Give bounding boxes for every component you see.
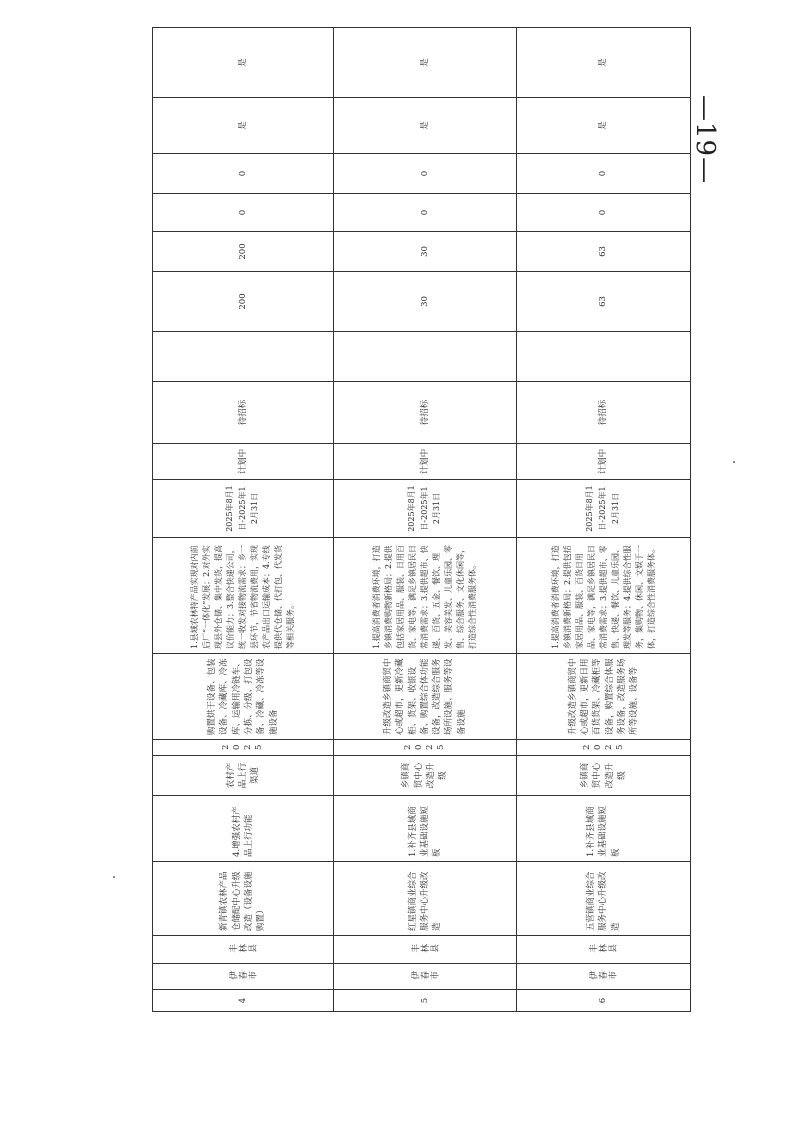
period: 2025年8月1日-2025年12月31日 xyxy=(334,480,517,538)
county: 丰林县 xyxy=(153,936,334,964)
progress: 计划中 xyxy=(334,444,517,480)
year: 2025 xyxy=(153,740,334,756)
category: 1.补齐县域商业基础设施短板 xyxy=(334,796,517,862)
expected-results: 1.提高消费者消费环境，打造乡镇消费新格局；2.提供包括家居用品、服装、百货日用品、家电等，满足乡镇居民日常消费需求；3.提供超市、零售、快递、餐饮、儿童乐园、理发等服务；4.提供综合性服务，集购物、休闲、文娱于一体，打造综合性消费服务体。 xyxy=(517,538,691,654)
construction-content: 购置烘干设备、包装设备、冷藏库、冷冻库、运输用冷链车、分拣、分级、打包设备、冷藏、冷冻等设施设备 xyxy=(153,654,334,740)
bidding-status: 待招标 xyxy=(153,382,334,444)
project-name: 新青镇农林产品仓储配中心升级改造（设备设施购置） xyxy=(153,862,334,936)
blank-cell xyxy=(153,332,334,382)
year: 2025 xyxy=(517,740,691,756)
table-row xyxy=(334,28,517,1012)
project-table-rotated xyxy=(152,58,690,1012)
project-type: 乡镇商贸中心改造升级 xyxy=(334,756,517,796)
table-row xyxy=(153,28,334,1012)
project-type: 乡镇商贸中心改造升级 xyxy=(517,756,691,796)
county: 丰林县 xyxy=(334,936,517,964)
city: 伊春市 xyxy=(153,964,334,990)
total-investment: 30 xyxy=(334,272,517,332)
period: 2025年8月1日-2025年12月31日 xyxy=(517,480,691,538)
category: 4.增强农村产品上行功能 xyxy=(153,796,334,862)
progress: 计划中 xyxy=(517,444,691,480)
project-name: 五营镇商业综合服务中心升级改造 xyxy=(517,862,691,936)
project-table xyxy=(152,27,691,1012)
value-a: 0 xyxy=(153,194,334,232)
page-number: —19— xyxy=(690,95,720,185)
bidding-status: 待招标 xyxy=(517,382,691,444)
city: 伊春市 xyxy=(334,964,517,990)
central-funds: 200 xyxy=(153,232,334,272)
value-a: 0 xyxy=(334,194,517,232)
construction-content: 升级改造乡镇商贸中心或超市，更新冷藏柜、货架、收银设备、购置综合体功能设备，改造综合服务场所设施、服务等设备设施 xyxy=(334,654,517,740)
row-index: 5 xyxy=(334,990,517,1012)
value-a: 0 xyxy=(517,194,691,232)
period: 2025年8月1日-2025年12月31日 xyxy=(153,480,334,538)
blank-cell xyxy=(517,332,691,382)
city: 伊春市 xyxy=(517,964,691,990)
category: 1.补齐县域商业基础设施短板 xyxy=(517,796,691,862)
value-b: 0 xyxy=(153,154,334,194)
flag-c: 是 xyxy=(153,98,334,154)
flag-d: 是 xyxy=(517,28,691,98)
central-funds: 63 xyxy=(517,232,691,272)
expected-results: 1.提高消费者消费环境，打造乡镇消费购物新格局；2.提供包括家居用品、服装、日用百货、家电等，满足乡镇居民日常消费需求；3.提供超市、快递、百货、五金、餐饮、理发、美容美发、儿童乐园、零售、综合服务、文化休闲等，打造综合性消费服务体。 xyxy=(334,538,517,654)
flag-d: 是 xyxy=(334,28,517,98)
blank-cell xyxy=(334,332,517,382)
value-b: 0 xyxy=(334,154,517,194)
year: 2025 xyxy=(334,740,517,756)
row-index: 4 xyxy=(153,990,334,1012)
bidding-status: 待招标 xyxy=(334,382,517,444)
scan-speck xyxy=(733,461,735,463)
table-row xyxy=(517,28,691,1012)
project-type: 农村产品上行渠道 xyxy=(153,756,334,796)
value-b: 0 xyxy=(517,154,691,194)
central-funds: 30 xyxy=(334,232,517,272)
flag-c: 是 xyxy=(517,98,691,154)
scan-speck xyxy=(113,876,115,878)
project-name: 红星镇商业综合服务中心升级改造 xyxy=(334,862,517,936)
total-investment: 63 xyxy=(517,272,691,332)
county: 丰林县 xyxy=(517,936,691,964)
row-index: 6 xyxy=(517,990,691,1012)
construction-content: 升级改造乡镇商贸中心或超市，更新日用百货货架、冷藏柜等设备，购置综合体服务设备，改造服务场所等设施、设备等 xyxy=(517,654,691,740)
flag-d: 是 xyxy=(153,28,334,98)
progress: 计划中 xyxy=(153,444,334,480)
total-investment: 200 xyxy=(153,272,334,332)
expected-results: 1.县域农林特产品实现对内前后厂“一体化”发展；2.对外实现县外仓储、集中发货，提高议价能力；3.整合快递公司，统一收发对接物流需求；乡一县环节，节省物流费用，实现农产品出口运输成本；4.专线提供代仓储、代打包、代发货等相关服务。 xyxy=(153,538,334,654)
flag-c: 是 xyxy=(334,98,517,154)
